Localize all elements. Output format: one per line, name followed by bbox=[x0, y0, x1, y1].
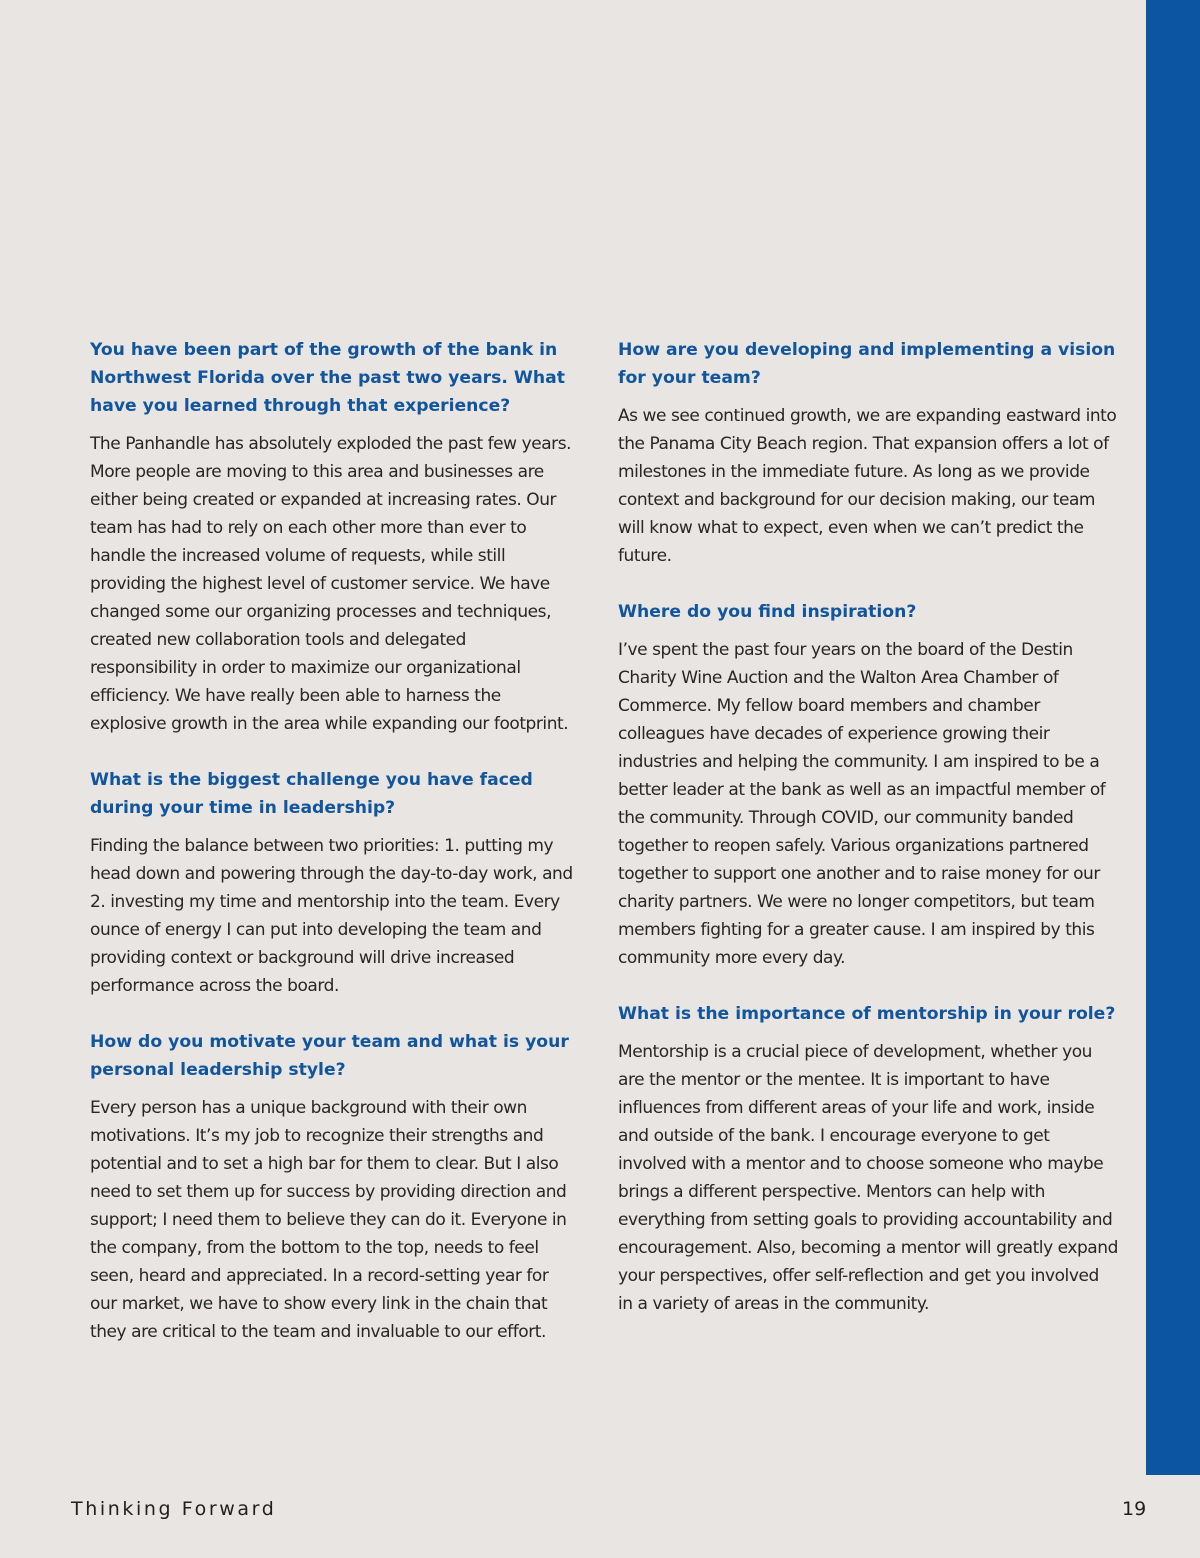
left-column bbox=[90, 336, 576, 1374]
right-column bbox=[618, 336, 1118, 1346]
qa-block-vision bbox=[618, 336, 1118, 570]
answer-paragraph: Mentorship is a crucial piece of development, whether you are the mentor or the mentee. It is important to have influences from different areas of your life and work, inside and outside of the bank. I encourage everyone to get involved with a mentor and to choose someone who maybe brings a different perspective. Mentors can help with everything from setting goals to providing accountability and encouragement. Also, becoming a mentor will greatly expand your perspectives, offer self-reflection and get you involved in a variety of areas in the community. bbox=[618, 1042, 1118, 1314]
page-number: 19 bbox=[1122, 1498, 1147, 1520]
question-heading: What is the biggest challenge you have faced during your time in leadership? bbox=[90, 770, 533, 818]
qa-block-inspiration bbox=[618, 598, 1118, 972]
answer-paragraph: Every person has a unique background with their own motivations. It’s my job to recognize their strengths and potential and to set a high bar for them to clear. But I also need to set them up for success by providing direction and support; I need them to believe they can do it. Everyone in the company, from the bottom to the top, needs to feel seen, heard and appreciated. In a record-setting year for our market, we have to show every link in the chain that they are critical to the team and invaluable to our effort. bbox=[90, 1098, 567, 1342]
qa-block-challenge bbox=[90, 766, 576, 1000]
question-heading: What is the importance of mentorship in your role? bbox=[618, 1004, 1116, 1024]
answer-paragraph: I’ve spent the past four years on the board of the Destin Charity Wine Auction and the Walton Area Chamber of Commerce. My fellow board members and chamber colleagues have decades of experience growing their industries and helping the community. I am inspired to be a better leader at the bank as well as an impactful member of the community. Through COVID, our community banded together to reopen safely. Various organizations partnered together to support one another and to raise money for our charity partners. We were no longer competitors, but team members fighting for a greater cause. I am inspired by this community more every day. bbox=[618, 640, 1106, 968]
qa-block-motivation bbox=[90, 1028, 576, 1346]
answer-paragraph: Finding the balance between two priorities: 1. putting my head down and powering through the day-to-day work, and 2. investing my time and mentorship into the team. Every ounce of energy I can put into developing the team and providing context or background will drive increased performance across the board. bbox=[90, 836, 573, 996]
question-heading: You have been part of the growth of the bank in Northwest Florida over the past two years. What have you learned through that experience? bbox=[90, 340, 565, 416]
question-heading: How do you motivate your team and what is your personal leadership style? bbox=[90, 1032, 569, 1080]
qa-block-growth bbox=[90, 336, 576, 738]
question-heading: How are you developing and implementing a vision for your team? bbox=[618, 340, 1116, 388]
blue-side-bar bbox=[1146, 0, 1200, 1475]
question-heading: Where do you find inspiration? bbox=[618, 602, 917, 622]
answer-paragraph: As we see continued growth, we are expanding eastward into the Panama City Beach region. That expansion offers a lot of milestones in the immediate future. As long as we provide context and background for our decision making, our team will know what to expect, even when we can’t predict the future. bbox=[618, 406, 1117, 566]
footer-publication-title: Thinking Forward bbox=[71, 1498, 277, 1520]
qa-block-mentorship bbox=[618, 1000, 1118, 1318]
answer-paragraph: The Panhandle has absolutely exploded the past few years. More people are moving to this area and businesses are either being created or expanded at increasing rates. Our team has had to rely on each other more than ever to handle the increased volume of requests, while still providing the highest level of customer service. We have changed some our organizing processes and techniques, created new collaboration tools and delegated responsibility in order to maximize our organizational efficiency. We have really been able to harness the explosive growth in the area while expanding our footprint. bbox=[90, 434, 572, 734]
